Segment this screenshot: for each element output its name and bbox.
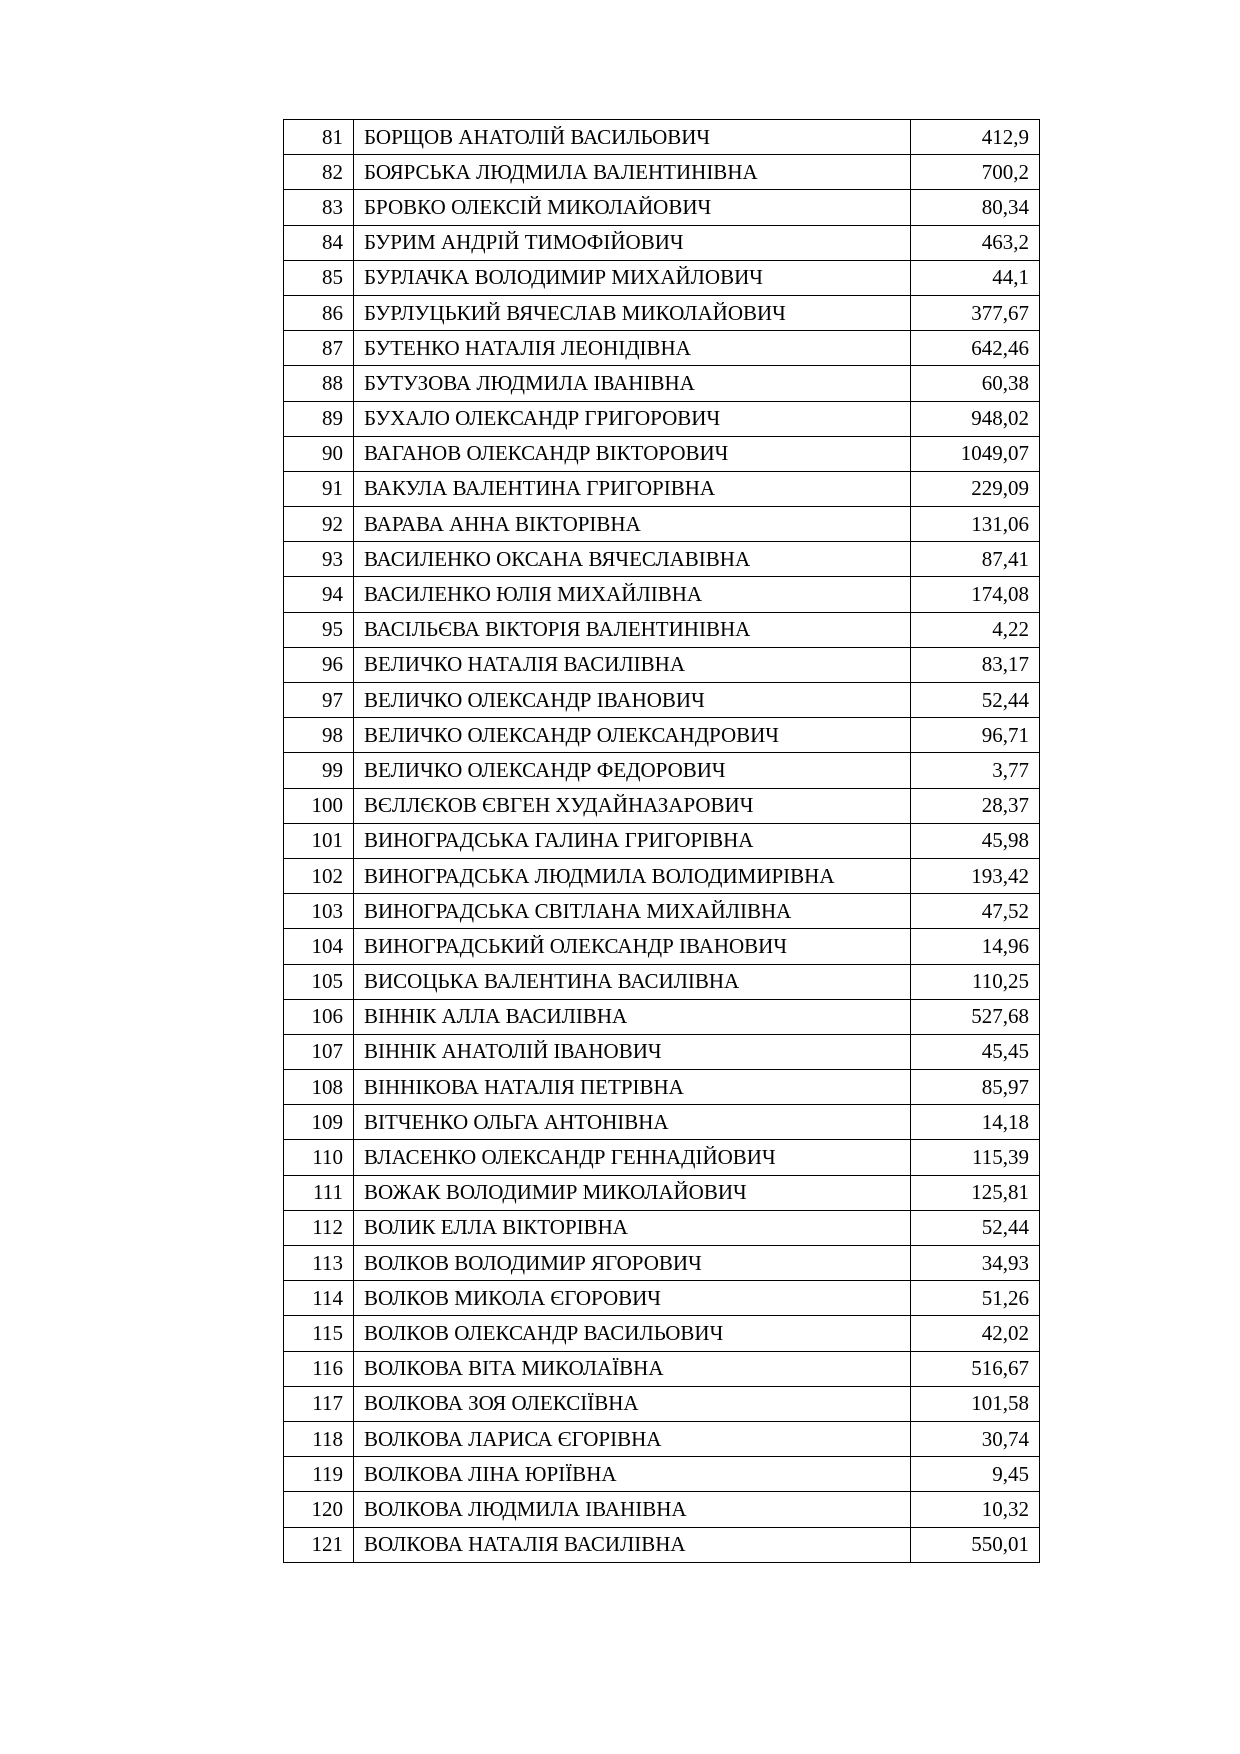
row-number: 110 xyxy=(284,1140,354,1175)
person-name: ВОЛКОВ ОЛЕКСАНДР ВАСИЛЬОВИЧ xyxy=(354,1316,911,1351)
amount-value: 85,97 xyxy=(911,1070,1040,1105)
amount-value: 174,08 xyxy=(911,577,1040,612)
table-row xyxy=(284,401,1040,436)
person-name: ВОЖАК ВОЛОДИМИР МИКОЛАЙОВИЧ xyxy=(354,1175,911,1210)
amount-value: 44,1 xyxy=(911,260,1040,295)
row-number: 90 xyxy=(284,436,354,471)
amount-value: 377,67 xyxy=(911,295,1040,330)
table-row xyxy=(284,542,1040,577)
amount-value: 47,52 xyxy=(911,894,1040,929)
row-number: 99 xyxy=(284,753,354,788)
amount-value: 14,96 xyxy=(911,929,1040,964)
row-number: 105 xyxy=(284,964,354,999)
row-number: 98 xyxy=(284,718,354,753)
table-row xyxy=(284,331,1040,366)
person-name: ВОЛКОВ ВОЛОДИМИР ЯГОРОВИЧ xyxy=(354,1246,911,1281)
table-row xyxy=(284,507,1040,542)
row-number: 97 xyxy=(284,683,354,718)
amount-value: 34,93 xyxy=(911,1246,1040,1281)
person-name: ВЕЛИЧКО ОЛЕКСАНДР ФЕДОРОВИЧ xyxy=(354,753,911,788)
table-row xyxy=(284,612,1040,647)
row-number: 113 xyxy=(284,1246,354,1281)
person-name: ВЕЛИЧКО ОЛЕКСАНДР ОЛЕКСАНДРОВИЧ xyxy=(354,718,911,753)
row-number: 101 xyxy=(284,823,354,858)
person-name: ВИСОЦЬКА ВАЛЕНТИНА ВАСИЛІВНА xyxy=(354,964,911,999)
table-row xyxy=(284,1527,1040,1562)
amount-value: 229,09 xyxy=(911,471,1040,506)
person-name: ВАРАВА АННА ВІКТОРІВНА xyxy=(354,507,911,542)
table-row xyxy=(284,647,1040,682)
table-row xyxy=(284,999,1040,1034)
table-row xyxy=(284,1386,1040,1421)
person-name: ВІТЧЕНКО ОЛЬГА АНТОНІВНА xyxy=(354,1105,911,1140)
table-row xyxy=(284,1492,1040,1527)
row-number: 93 xyxy=(284,542,354,577)
table-row xyxy=(284,471,1040,506)
table-row xyxy=(284,1140,1040,1175)
row-number: 95 xyxy=(284,612,354,647)
person-name: ВІННІК АЛЛА ВАСИЛІВНА xyxy=(354,999,911,1034)
person-name: БОЯРСЬКА ЛЮДМИЛА ВАЛЕНТИНІВНА xyxy=(354,155,911,190)
row-number: 91 xyxy=(284,471,354,506)
person-name: ВИНОГРАДСЬКА СВІТЛАНА МИХАЙЛІВНА xyxy=(354,894,911,929)
table-row xyxy=(284,894,1040,929)
table-row xyxy=(284,155,1040,190)
amount-value: 463,2 xyxy=(911,225,1040,260)
amount-value: 30,74 xyxy=(911,1421,1040,1456)
register-table xyxy=(283,119,1040,1563)
amount-value: 516,67 xyxy=(911,1351,1040,1386)
person-name: БУРИМ АНДРІЙ ТИМОФІЙОВИЧ xyxy=(354,225,911,260)
table-row xyxy=(284,1281,1040,1316)
person-name: ВАСИЛЕНКО ОКСАНА ВЯЧЕСЛАВІВНА xyxy=(354,542,911,577)
amount-value: 45,98 xyxy=(911,823,1040,858)
person-name: ВАСИЛЕНКО ЮЛІЯ МИХАЙЛІВНА xyxy=(354,577,911,612)
table-row xyxy=(284,295,1040,330)
row-number: 117 xyxy=(284,1386,354,1421)
row-number: 108 xyxy=(284,1070,354,1105)
person-name: БУРЛАЧКА ВОЛОДИМИР МИХАЙЛОВИЧ xyxy=(354,260,911,295)
row-number: 103 xyxy=(284,894,354,929)
amount-value: 700,2 xyxy=(911,155,1040,190)
table-row xyxy=(284,436,1040,471)
table-row xyxy=(284,1457,1040,1492)
person-name: ВАСІЛЬЄВА ВІКТОРІЯ ВАЛЕНТИНІВНА xyxy=(354,612,911,647)
row-number: 100 xyxy=(284,788,354,823)
row-number: 111 xyxy=(284,1175,354,1210)
row-number: 96 xyxy=(284,647,354,682)
person-name: ВОЛИК ЕЛЛА ВІКТОРІВНА xyxy=(354,1210,911,1245)
table-row xyxy=(284,1210,1040,1245)
amount-value: 52,44 xyxy=(911,683,1040,718)
row-number: 102 xyxy=(284,858,354,893)
table-row xyxy=(284,683,1040,718)
table-row xyxy=(284,1175,1040,1210)
person-name: БУРЛУЦЬКИЙ ВЯЧЕСЛАВ МИКОЛАЙОВИЧ xyxy=(354,295,911,330)
row-number: 82 xyxy=(284,155,354,190)
table-row xyxy=(284,858,1040,893)
table-row xyxy=(284,260,1040,295)
row-number: 118 xyxy=(284,1421,354,1456)
amount-value: 14,18 xyxy=(911,1105,1040,1140)
table-row xyxy=(284,788,1040,823)
person-name: ВЕЛИЧКО ОЛЕКСАНДР ІВАНОВИЧ xyxy=(354,683,911,718)
amount-value: 9,45 xyxy=(911,1457,1040,1492)
person-name: БОРЩОВ АНАТОЛІЙ ВАСИЛЬОВИЧ xyxy=(354,120,911,155)
person-name: ВІННІКОВА НАТАЛІЯ ПЕТРІВНА xyxy=(354,1070,911,1105)
amount-value: 28,37 xyxy=(911,788,1040,823)
table-row xyxy=(284,366,1040,401)
amount-value: 4,22 xyxy=(911,612,1040,647)
amount-value: 550,01 xyxy=(911,1527,1040,1562)
amount-value: 527,68 xyxy=(911,999,1040,1034)
amount-value: 96,71 xyxy=(911,718,1040,753)
row-number: 89 xyxy=(284,401,354,436)
person-name: ВОЛКОВ МИКОЛА ЄГОРОВИЧ xyxy=(354,1281,911,1316)
person-name: БРОВКО ОЛЕКСІЙ МИКОЛАЙОВИЧ xyxy=(354,190,911,225)
amount-value: 3,77 xyxy=(911,753,1040,788)
amount-value: 101,58 xyxy=(911,1386,1040,1421)
person-name: ВИНОГРАДСЬКА ЛЮДМИЛА ВОЛОДИМИРІВНА xyxy=(354,858,911,893)
person-name: ВОЛКОВА ЛІНА ЮРІЇВНА xyxy=(354,1457,911,1492)
amount-value: 10,32 xyxy=(911,1492,1040,1527)
person-name: ВОЛКОВА ЛАРИСА ЄГОРІВНА xyxy=(354,1421,911,1456)
person-name: ВЄЛЛЄКОВ ЄВГЕН ХУДАЙНАЗАРОВИЧ xyxy=(354,788,911,823)
person-name: ВЛАСЕНКО ОЛЕКСАНДР ГЕННАДІЙОВИЧ xyxy=(354,1140,911,1175)
table-row xyxy=(284,1316,1040,1351)
table-row xyxy=(284,753,1040,788)
amount-value: 642,46 xyxy=(911,331,1040,366)
row-number: 121 xyxy=(284,1527,354,1562)
amount-value: 131,06 xyxy=(911,507,1040,542)
row-number: 88 xyxy=(284,366,354,401)
amount-value: 948,02 xyxy=(911,401,1040,436)
table-row xyxy=(284,929,1040,964)
row-number: 112 xyxy=(284,1210,354,1245)
person-name: БУХАЛО ОЛЕКСАНДР ГРИГОРОВИЧ xyxy=(354,401,911,436)
amount-value: 115,39 xyxy=(911,1140,1040,1175)
table-row xyxy=(284,1070,1040,1105)
amount-value: 87,41 xyxy=(911,542,1040,577)
table-row xyxy=(284,1034,1040,1069)
row-number: 106 xyxy=(284,999,354,1034)
row-number: 85 xyxy=(284,260,354,295)
amount-value: 193,42 xyxy=(911,858,1040,893)
row-number: 109 xyxy=(284,1105,354,1140)
table-row xyxy=(284,964,1040,999)
row-number: 116 xyxy=(284,1351,354,1386)
row-number: 119 xyxy=(284,1457,354,1492)
table-row xyxy=(284,1105,1040,1140)
row-number: 86 xyxy=(284,295,354,330)
person-name: ВАГАНОВ ОЛЕКСАНДР ВІКТОРОВИЧ xyxy=(354,436,911,471)
amount-value: 1049,07 xyxy=(911,436,1040,471)
table-row xyxy=(284,225,1040,260)
person-name: ВИНОГРАДСЬКИЙ ОЛЕКСАНДР ІВАНОВИЧ xyxy=(354,929,911,964)
row-number: 104 xyxy=(284,929,354,964)
row-number: 94 xyxy=(284,577,354,612)
amount-value: 80,34 xyxy=(911,190,1040,225)
table-row xyxy=(284,1246,1040,1281)
row-number: 115 xyxy=(284,1316,354,1351)
person-name: ВОЛКОВА ЛЮДМИЛА ІВАНІВНА xyxy=(354,1492,911,1527)
row-number: 84 xyxy=(284,225,354,260)
amount-value: 110,25 xyxy=(911,964,1040,999)
table-row xyxy=(284,577,1040,612)
amount-value: 51,26 xyxy=(911,1281,1040,1316)
person-name: ВОЛКОВА ЗОЯ ОЛЕКСІЇВНА xyxy=(354,1386,911,1421)
amount-value: 60,38 xyxy=(911,366,1040,401)
table-row xyxy=(284,1421,1040,1456)
row-number: 114 xyxy=(284,1281,354,1316)
row-number: 81 xyxy=(284,120,354,155)
person-name: БУТЕНКО НАТАЛІЯ ЛЕОНІДІВНА xyxy=(354,331,911,366)
row-number: 120 xyxy=(284,1492,354,1527)
table-row xyxy=(284,823,1040,858)
person-name: ВАКУЛА ВАЛЕНТИНА ГРИГОРІВНА xyxy=(354,471,911,506)
person-name: ВЕЛИЧКО НАТАЛІЯ ВАСИЛІВНА xyxy=(354,647,911,682)
table-row xyxy=(284,718,1040,753)
person-name: ВІННІК АНАТОЛІЙ ІВАНОВИЧ xyxy=(354,1034,911,1069)
person-name: БУТУЗОВА ЛЮДМИЛА ІВАНІВНА xyxy=(354,366,911,401)
register-table-body xyxy=(284,120,1040,1563)
person-name: ВИНОГРАДСЬКА ГАЛИНА ГРИГОРІВНА xyxy=(354,823,911,858)
row-number: 87 xyxy=(284,331,354,366)
amount-value: 83,17 xyxy=(911,647,1040,682)
table-row xyxy=(284,190,1040,225)
table-row xyxy=(284,1351,1040,1386)
person-name: ВОЛКОВА НАТАЛІЯ ВАСИЛІВНА xyxy=(354,1527,911,1562)
table-row xyxy=(284,120,1040,155)
amount-value: 412,9 xyxy=(911,120,1040,155)
amount-value: 42,02 xyxy=(911,1316,1040,1351)
amount-value: 45,45 xyxy=(911,1034,1040,1069)
row-number: 107 xyxy=(284,1034,354,1069)
row-number: 92 xyxy=(284,507,354,542)
amount-value: 125,81 xyxy=(911,1175,1040,1210)
row-number: 83 xyxy=(284,190,354,225)
amount-value: 52,44 xyxy=(911,1210,1040,1245)
person-name: ВОЛКОВА ВІТА МИКОЛАЇВНА xyxy=(354,1351,911,1386)
